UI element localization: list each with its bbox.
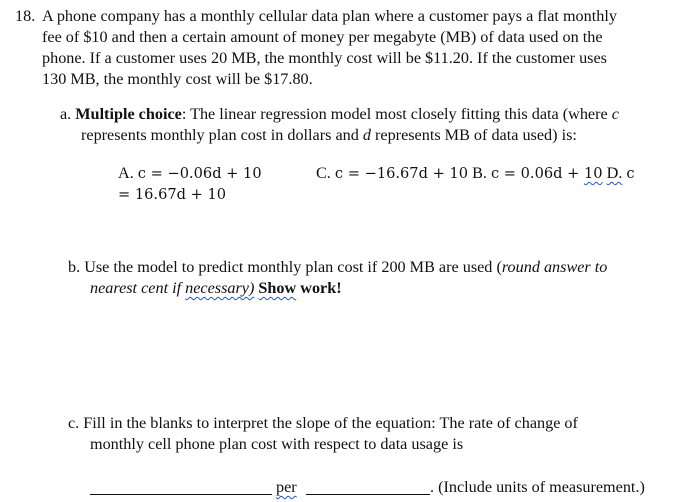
choice-b-expr: c = 0.06d + 10 bbox=[490, 165, 603, 182]
choice-d-label: D. bbox=[606, 164, 623, 182]
part-b-line-1 bbox=[68, 257, 607, 277]
part-b-marker: b. bbox=[68, 258, 81, 276]
part-b-italic-2: nearest cent if bbox=[90, 279, 186, 297]
part-a-var-c: c bbox=[611, 105, 619, 123]
part-c-tail: . (Include units of measurement.) bbox=[430, 478, 645, 496]
choice-d-expr-start: c bbox=[626, 165, 635, 182]
choice-b-label: B. bbox=[472, 164, 487, 182]
part-a-label: Multiple choice bbox=[75, 105, 182, 123]
choice-a-label: A. bbox=[118, 164, 134, 182]
choice-c-b-d bbox=[316, 163, 635, 184]
part-b-text-1: Use the model to predict monthly plan cost if 200 MB are used ( bbox=[84, 258, 502, 276]
part-b-italic-1: round answer to bbox=[501, 258, 608, 276]
question-stem-line-3: phone. If a customer uses 20 MB, the monthly cost will be $11.20. If the customer uses bbox=[42, 49, 607, 67]
part-a-var-d: d bbox=[362, 126, 371, 144]
question-stem-line-2: fee of $10 and then a certain amount of money per megabyte (MB) of data used on the bbox=[42, 28, 603, 46]
part-a-text-2: represents monthly plan cost in dollars and bbox=[81, 126, 363, 144]
question-stem-line-4: 130 MB, the monthly cost will be $17.80. bbox=[42, 70, 313, 88]
part-c-line-2: monthly cell phone plan cost with respect to data usage is bbox=[90, 435, 464, 453]
part-a-text-3: represents MB of data used) is: bbox=[370, 126, 577, 144]
part-a-text-1: : The linear regression model most closely fitting this data (where bbox=[181, 105, 612, 123]
question-number: 18. bbox=[15, 7, 36, 25]
part-c-marker: c. bbox=[68, 414, 80, 432]
part-a-line-2 bbox=[81, 125, 577, 145]
part-b-line-2 bbox=[90, 278, 342, 298]
choice-c-expr: c = −16.67d + 10 bbox=[334, 165, 469, 182]
part-a-marker: a. bbox=[60, 105, 72, 123]
part-c-line-1 bbox=[68, 413, 578, 433]
question-stem-line-1: A phone company has a monthly cellular data plan where a customer pays a flat monthly bbox=[42, 7, 617, 25]
answer-blank-1[interactable] bbox=[90, 494, 272, 495]
part-c-text-1: Fill in the blanks to interpret the slope of the equation: The rate of change of bbox=[83, 414, 578, 432]
part-b-bold-1: Show bbox=[258, 279, 297, 297]
part-b-bold-2: work! bbox=[296, 279, 342, 297]
answer-blank-2[interactable] bbox=[306, 494, 430, 495]
choice-a bbox=[118, 163, 262, 184]
per-word: per bbox=[276, 478, 297, 496]
choice-a-expr: c = −0.06d + 10 bbox=[137, 165, 262, 182]
part-b-italic-3: necessary) bbox=[185, 279, 255, 297]
part-a-line-1 bbox=[60, 104, 619, 124]
choice-d-expr-end: = 16.67d + 10 bbox=[118, 186, 227, 203]
choice-c-label: C. bbox=[316, 164, 331, 182]
